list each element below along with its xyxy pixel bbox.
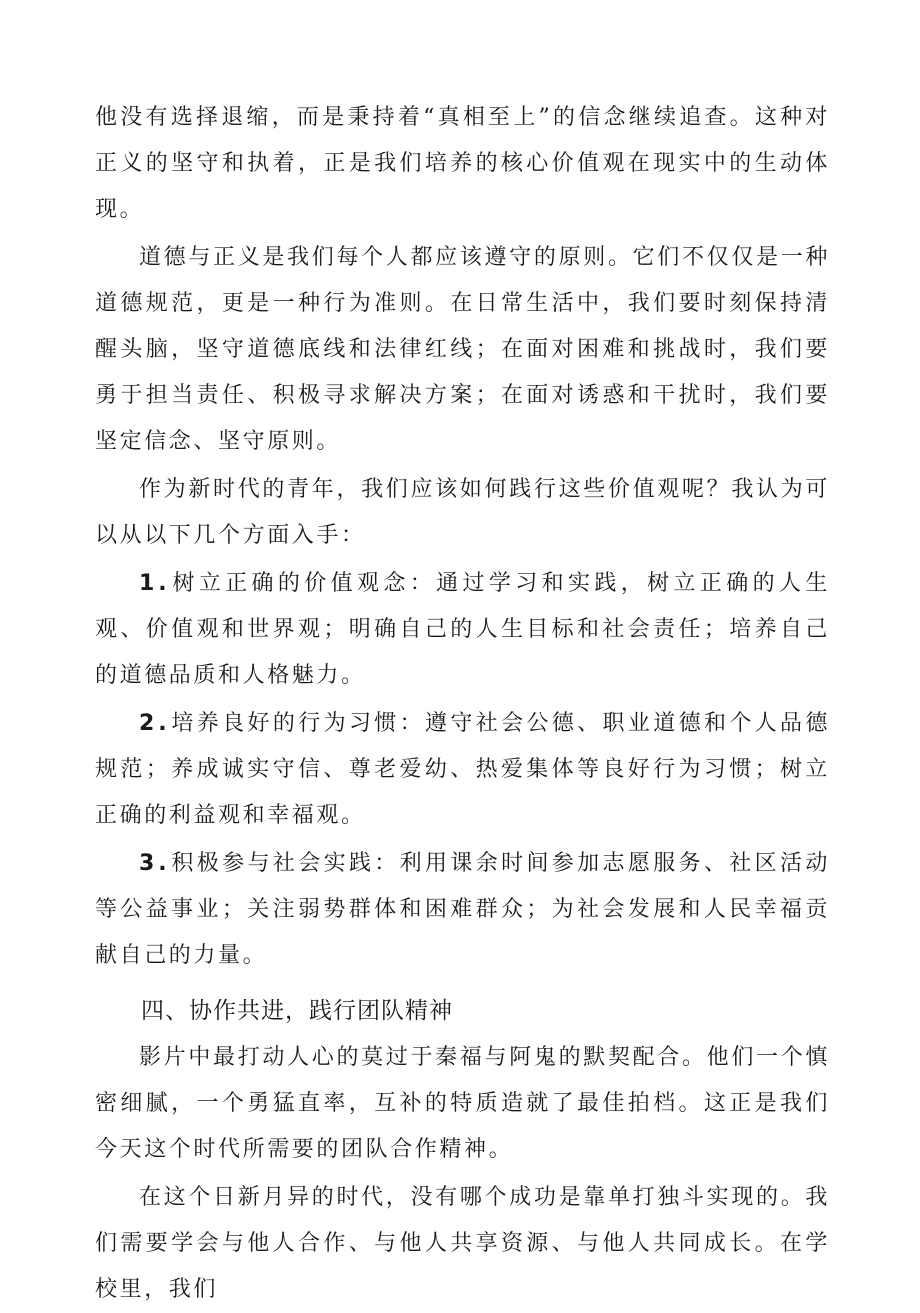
list-item-text: 树立正确的价值观念：通过学习和实践，树立正确的人生观、价值观和世界观；明确自己的人生目标和社会责任；培养自己的道德品质和人格魅力。 — [95, 571, 830, 688]
list-item-2 — [95, 701, 830, 839]
paragraph-2: 道德与正义是我们每个人都应该遵守的原则。它们不仅仅是一种道德规范，更是一种行为准则。在日常生活中，我们要时刻保持清醒头脑，坚守道德底线和法律红线；在面对困难和挑战时，我们要勇于担当责任、积极寻求解决方案；在面对诱惑和干扰时，我们要坚定信念、坚守原则。 — [95, 245, 830, 454]
paragraph-5: 在这个日新月异的时代，没有哪个成功是靠单打独斗实现的。我们需要学会与他人合作、与他人共享资源、与他人共同成长。在学校里，我们 — [95, 1185, 830, 1302]
list-item-1 — [95, 561, 830, 699]
paragraph-3: 作为新时代的青年，我们应该如何践行这些价值观呢？我认为可以从以下几个方面入手： — [95, 477, 830, 548]
list-number: 3. — [139, 851, 171, 876]
list-number: 2. — [139, 711, 171, 736]
list-item-text: 积极参与社会实践：利用课余时间参加志愿服务、社区活动等公益事业；关注弱势群体和困难群众；为社会发展和人民幸福贡献自己的力量。 — [95, 851, 830, 968]
paragraph-4: 影片中最打动人心的莫过于秦福与阿鬼的默契配合。他们一个慎密细腻，一个勇猛直率，互补的特质造就了最佳拍档。这正是我们今天这个时代所需要的团队合作精神。 — [95, 1045, 830, 1162]
section-heading: 四、协作共进，践行团队精神 — [141, 998, 453, 1024]
list-item-3 — [95, 841, 830, 979]
paragraph-1: 他没有选择退缩，而是秉持着“真相至上”的信念继续追查。这种对正义的坚守和执着，正是我们培养的核心价值观在现实中的生动体现。 — [95, 105, 830, 222]
list-item-text: 培养良好的行为习惯：遵守社会公德、职业道德和个人品德规范；养成诚实守信、尊老爱幼、热爱集体等良好行为习惯；树立正确的利益观和幸福观。 — [95, 711, 830, 828]
list-number: 1. — [139, 571, 171, 596]
